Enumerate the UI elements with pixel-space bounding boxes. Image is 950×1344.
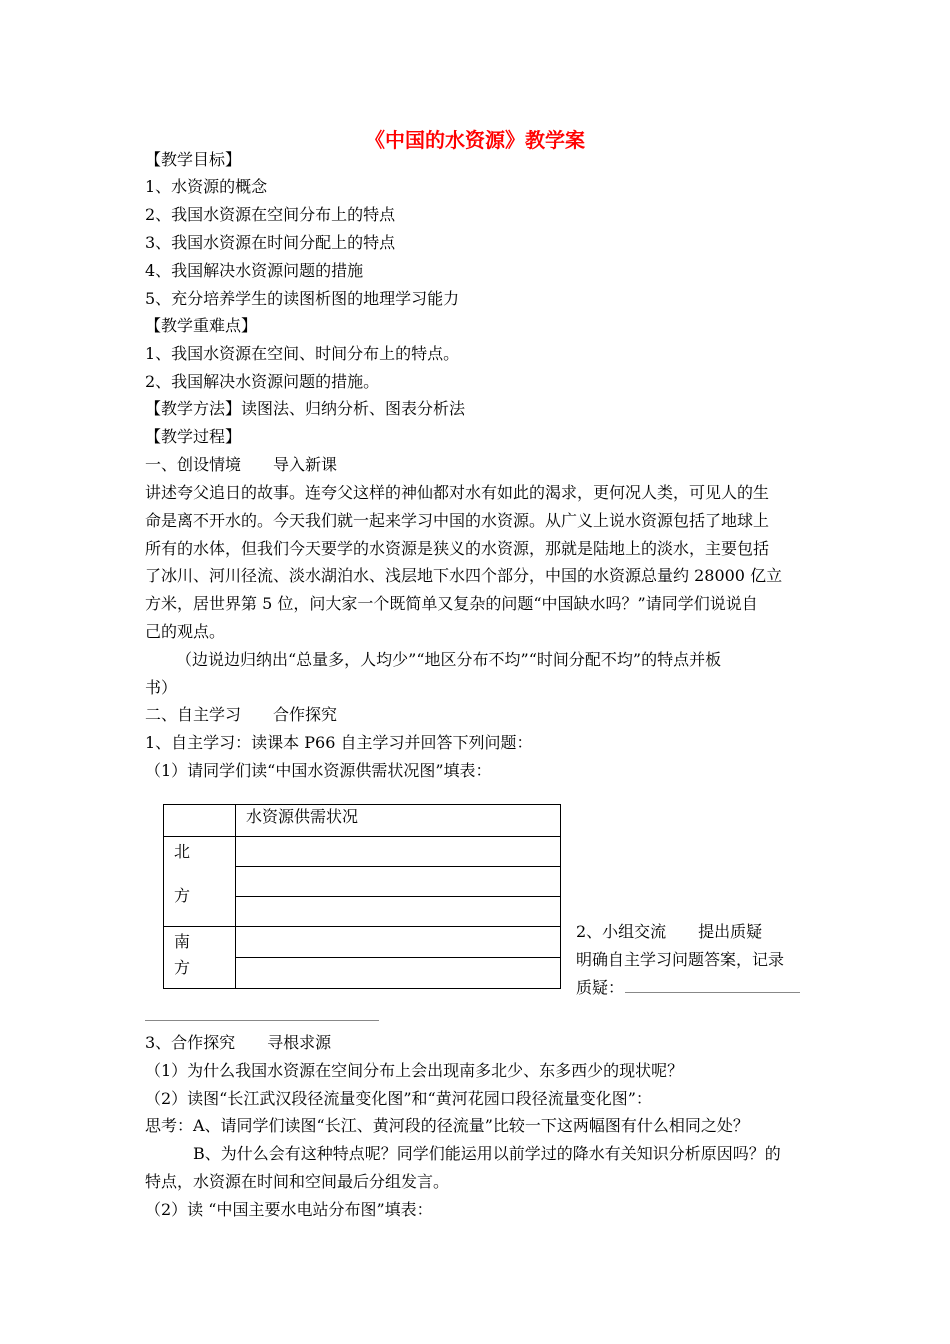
self-study-task: 1、自主学习：读课本 P66 自主学习并回答下列问题： — [145, 733, 533, 752]
north-label — [164, 837, 236, 927]
section2-heading: 二、自主学习 合作探究 — [145, 705, 338, 724]
methods-line: 【教学方法】读图法、归纳分析、图表分析法 — [145, 399, 466, 418]
north-answer-cell[interactable] — [236, 837, 561, 867]
separator-line — [145, 1020, 379, 1021]
paragraph-line: 命是离不开水的。今天我们就一起来学习中国的水资源。从广义上说水资源包括了地球上 — [145, 511, 770, 530]
paragraph-line: 讲述夸父追日的故事。连夸父这样的神仙都对水有如此的渴求，更何况人类，可见人的生 — [145, 483, 770, 502]
south-char-1: 南 — [174, 932, 191, 951]
paragraph-line: 了冰川、河川径流、淡水湖泊水、浅层地下水四个部分，中国的水资源总量约 28000 亿立 — [145, 566, 783, 585]
process-heading: 【教学过程】 — [145, 427, 242, 446]
objective-item: 2、我国水资源在空间分布上的特点 — [145, 205, 396, 224]
objective-item: 3、我国水资源在时间分配上的特点 — [145, 233, 396, 252]
objective-item: 5、充分培养学生的读图析图的地理学习能力 — [145, 289, 460, 308]
table-header-cell — [236, 805, 561, 837]
south-char-2: 方 — [174, 958, 191, 977]
paragraph-line: 所有的水体，但我们今天要学的水资源是狭义的水资源，那就是陆地上的淡水，主要包括 — [145, 539, 770, 558]
group-discussion-line: 明确自主学习问题答案，记录 — [576, 950, 785, 969]
key-point-item: 2、我国解决水资源问题的措施。 — [145, 372, 380, 391]
question-line: （1）为什么我国水资源在空间分布上会出现南多北少、东多西少的现状呢？ — [145, 1061, 684, 1080]
group-discussion-heading: 2、小组交流 提出质疑 — [576, 922, 763, 941]
table-header: 水资源供需状况 — [246, 807, 359, 826]
north-answer-cell[interactable] — [236, 867, 561, 897]
water-supply-table — [163, 804, 561, 989]
paragraph-line: 己的观点。 — [145, 622, 226, 641]
summary-line: （边说边归纳出“总量多，人均少”“地区分布不均”“时间分配不均”的特点并板 — [176, 650, 722, 669]
key-points-heading: 【教学重难点】 — [145, 316, 258, 335]
think-line: 特点，水资源在时间和空间最后分组发言。 — [145, 1172, 450, 1191]
key-point-item: 1、我国水资源在空间、时间分布上的特点。 — [145, 344, 460, 363]
south-answer-cell[interactable] — [236, 927, 561, 958]
objective-item: 4、我国解决水资源问题的措施 — [145, 261, 364, 280]
north-char-2: 方 — [174, 886, 191, 905]
question-line: （2）读图“长江武汉段径流量变化图”和“黄河花园口段径流量变化图”： — [145, 1089, 652, 1108]
question-line: （2）读 “中国主要水电站分布图”填表： — [145, 1200, 433, 1219]
paragraph-line: 方米，居世界第 5 位，问大家一个既简单又复杂的问题“中国缺水吗？”请同学们说说自 — [145, 594, 758, 613]
table-question: （1）请同学们读“中国水资源供需状况图”填表： — [145, 761, 492, 780]
summary-line: 书） — [145, 678, 178, 697]
objectives-heading: 【教学目标】 — [145, 150, 242, 169]
north-char-1: 北 — [174, 842, 191, 861]
document-title: 《中国的水资源》教学案 — [365, 128, 585, 152]
think-line: 思考：A、请同学们读图“长江、黄河段的径流量”比较一下这两幅图有什么相同之处？ — [145, 1116, 749, 1135]
think-line: B、为什么会有这种特点呢？同学们能运用以前学过的降水有关知识分析原因吗？的 — [193, 1144, 781, 1163]
objective-item: 1、水资源的概念 — [145, 177, 268, 196]
south-answer-cell[interactable] — [236, 958, 561, 989]
south-label — [164, 927, 236, 989]
table-corner-cell — [164, 805, 236, 837]
group-discussion-line: 质疑： — [576, 978, 625, 997]
north-answer-cell[interactable] — [236, 897, 561, 927]
section3-heading: 3、合作探究 寻根求源 — [145, 1033, 332, 1052]
question-blank-line[interactable] — [625, 992, 800, 993]
section1-heading: 一、创设情境 导入新课 — [145, 455, 338, 474]
